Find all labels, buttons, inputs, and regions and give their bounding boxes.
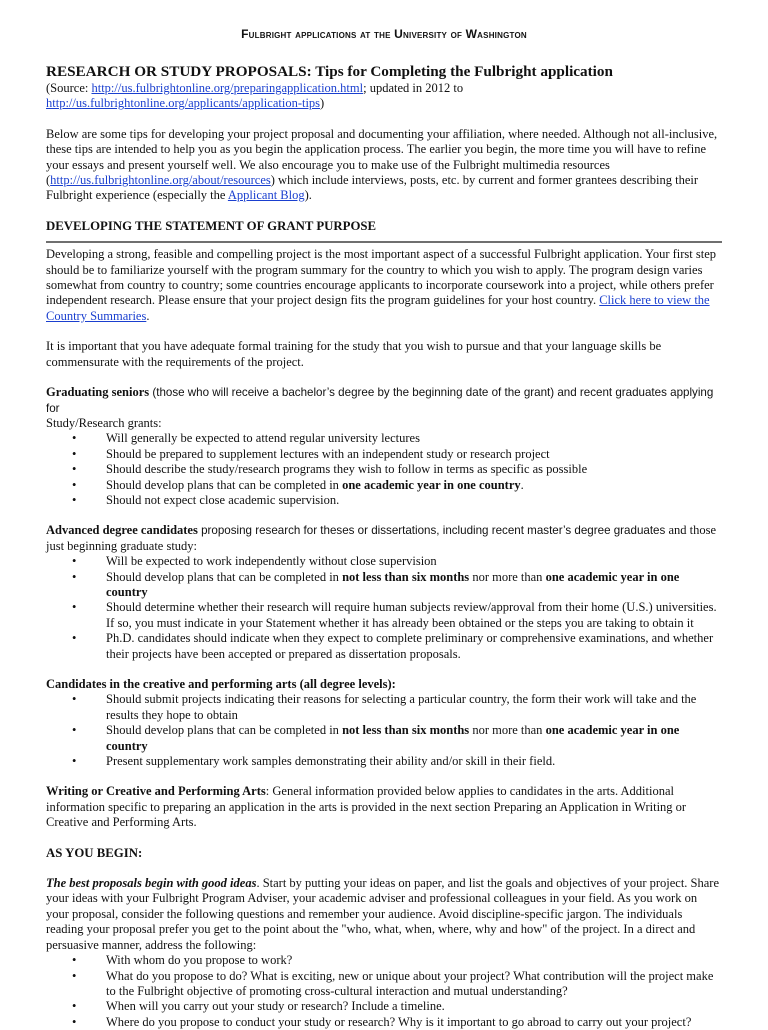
applicant-blog-link[interactable]: Applicant Blog [227, 188, 305, 203]
item-text: nor more than [469, 569, 546, 584]
item-bold: one academic year in one country [106, 569, 680, 599]
section-heading-begin: AS YOU BEGIN: [46, 845, 143, 860]
seniors-list [46, 431, 722, 508]
writing-paragraph [46, 784, 722, 830]
statement-text-end: . [146, 308, 150, 323]
source-suffix: ) [320, 96, 325, 111]
arts-list [46, 692, 722, 769]
item-text-end: . [520, 477, 524, 492]
list-item: • Should describe the study/research programs they wish to follow in terms as specific as possible [106, 462, 722, 477]
advanced-lead-end: and those just beginning graduate study: [46, 523, 716, 553]
intro-text-3: ). [304, 188, 312, 203]
intro-text-1: Below are some tips for developing your project proposal and documenting your affiliation, where needed. Although not all-inclusive, these tips are intended to help you as you begin the application process. The earlier you begin, the more time you will have to refine your essays and present yourself well. We also encourage you to make use of the Fulbright multimedia resources ( [46, 126, 718, 188]
intro-text-2: ) which include interviews, posts, etc. by current and former grantees describing their Fulbright experience (especially the [46, 173, 699, 203]
item-bold: not less than six months [342, 723, 470, 738]
begin-list [46, 953, 722, 1030]
list-item: • Should submit projects indicating their reasons for selecting a particular country, the form their work will take and the results they hope to obtain [106, 692, 722, 723]
source-link-application-tips[interactable]: http://us.fulbrightonline.org/applicants/application-tips [46, 96, 321, 111]
writing-lead-bold: Writing or Creative and Performing Arts [46, 784, 266, 799]
list-item: • Should be prepared to supplement lectures with an independent study or research project [106, 447, 722, 462]
page-title: RESEARCH OR STUDY PROPOSALS: Tips for Completing the Fulbright application [46, 63, 613, 80]
begin-text: . Start by putting your ideas on paper, and list the goals and objectives of your project. Share your ideas with your Fulbright Program Adviser, your academic adviser and professional colleagues in your field. As you work on your proposal, consider the following questions and remember your audience. Avoid discipline-specific jargon. The individuals reading your proposal prefer you get to the point about the "who, what, when, where, why and how" of the project. In a direct and persuasive manner, address the following: [46, 876, 720, 952]
list-item: • Present supplementary work samples demonstrating their ability and/or skill in their field. [106, 754, 722, 769]
item-text: Should develop plans that can be completed in [106, 569, 343, 584]
begin-lead-bold-italic: The best proposals begin with good ideas [46, 876, 257, 891]
seniors-lead-bold: Graduating seniors [46, 385, 150, 400]
list-item: • What do you propose to do? What is exciting, new or unique about your project? What contribution will the project make to the Fulbright objective of promoting cross-cultural interaction and mutual understanding? [106, 969, 722, 1000]
statement-text: Developing a strong, feasible and compelling project is the most important aspect of a successful Fulbright application. Your first step should be to familiarize yourself with the program summary for the country to which you wish to apply. The program design varies somewhat from country to country; some countries encourage applicants to incorporate coursework into a project, while others prefer independent research. Please ensure that your project design fits the program guidelines for your host country. [46, 247, 717, 308]
list-item: • Ph.D. candidates should indicate when they expect to complete preliminary or comprehensive examinations, and whether their projects have been accepted or prepared as dissertation proposals. [106, 631, 722, 662]
list-item: • When will you carry out your study or research? Include a timeline. [106, 999, 722, 1014]
list-item: • With whom do you propose to work? [106, 953, 722, 968]
seniors-lead-end: Study/Research grants: [46, 415, 162, 430]
list-item: • Will generally be expected to attend regular university lectures [106, 431, 722, 446]
item-bold: not less than six months [342, 569, 470, 584]
training-paragraph: It is important that you have adequate formal training for the study that you wish to pursue and that your language skills be commensurate with the requirements of the project. [46, 339, 662, 369]
section-heading-statement: DEVELOPING THE STATEMENT OF GRANT PURPOSE [46, 218, 377, 233]
source-middle: ; updated in 2012 to [363, 81, 464, 95]
list-item: • Where do you propose to conduct your study or research? Why is it important to go abroad to carry out your project? [106, 1015, 722, 1030]
statement-paragraph [46, 247, 722, 324]
advanced-lead-detail: proposing research for theses or dissertations, including recent master’s degree graduates [197, 524, 666, 538]
begin-paragraph [46, 876, 722, 953]
resources-link[interactable]: http://us.fulbrightonline.org/about/resources [50, 173, 271, 188]
item-text: nor more than [469, 723, 546, 738]
arts-lead: Candidates in the creative and performing arts (all degree levels): [46, 677, 396, 691]
list-item [106, 570, 722, 601]
source-line [46, 81, 722, 112]
list-item: • Should not expect close academic supervision. [106, 493, 722, 508]
advanced-list [46, 554, 722, 662]
header-title: Fulbright applications at the University of Washington [241, 27, 527, 41]
item-bold: one academic year in one country [106, 723, 680, 753]
section-divider [46, 241, 722, 243]
item-text: Should develop plans that can be completed in [106, 477, 343, 492]
list-item [106, 478, 722, 493]
list-item [106, 723, 722, 754]
source-link-preparing-application[interactable]: http://us.fulbrightonline.org/preparingapplication.html [91, 81, 364, 95]
seniors-lead-detail: (those who will receive a bachelor’s degree by the beginning date of the grant) and recent graduates applying for [46, 386, 714, 415]
seniors-lead [46, 385, 722, 431]
intro-paragraph [46, 127, 722, 204]
country-summaries-link[interactable]: Click here to view the Country Summaries [46, 293, 710, 323]
source-prefix: (Source: [46, 81, 92, 95]
list-item: • Will be expected to work independently without close supervision [106, 554, 722, 569]
advanced-lead [46, 523, 722, 554]
item-text: Should develop plans that can be completed in [106, 723, 343, 738]
advanced-lead-bold: Advanced degree candidates [46, 523, 198, 538]
list-item: • Should determine whether their research will require human subjects review/approval from their home (U.S.) universities. If so, you must indicate in your Statement whether it has already been obtained or the steps you are taking to obtain it [106, 600, 722, 631]
item-bold: one academic year in one country [342, 477, 521, 492]
writing-text: : General information provided below applies to candidates in the arts. Additional information specific to preparing an application in the arts is provided in the next section Preparing an Application in Writing or Creative and Performing Arts. [46, 784, 687, 830]
